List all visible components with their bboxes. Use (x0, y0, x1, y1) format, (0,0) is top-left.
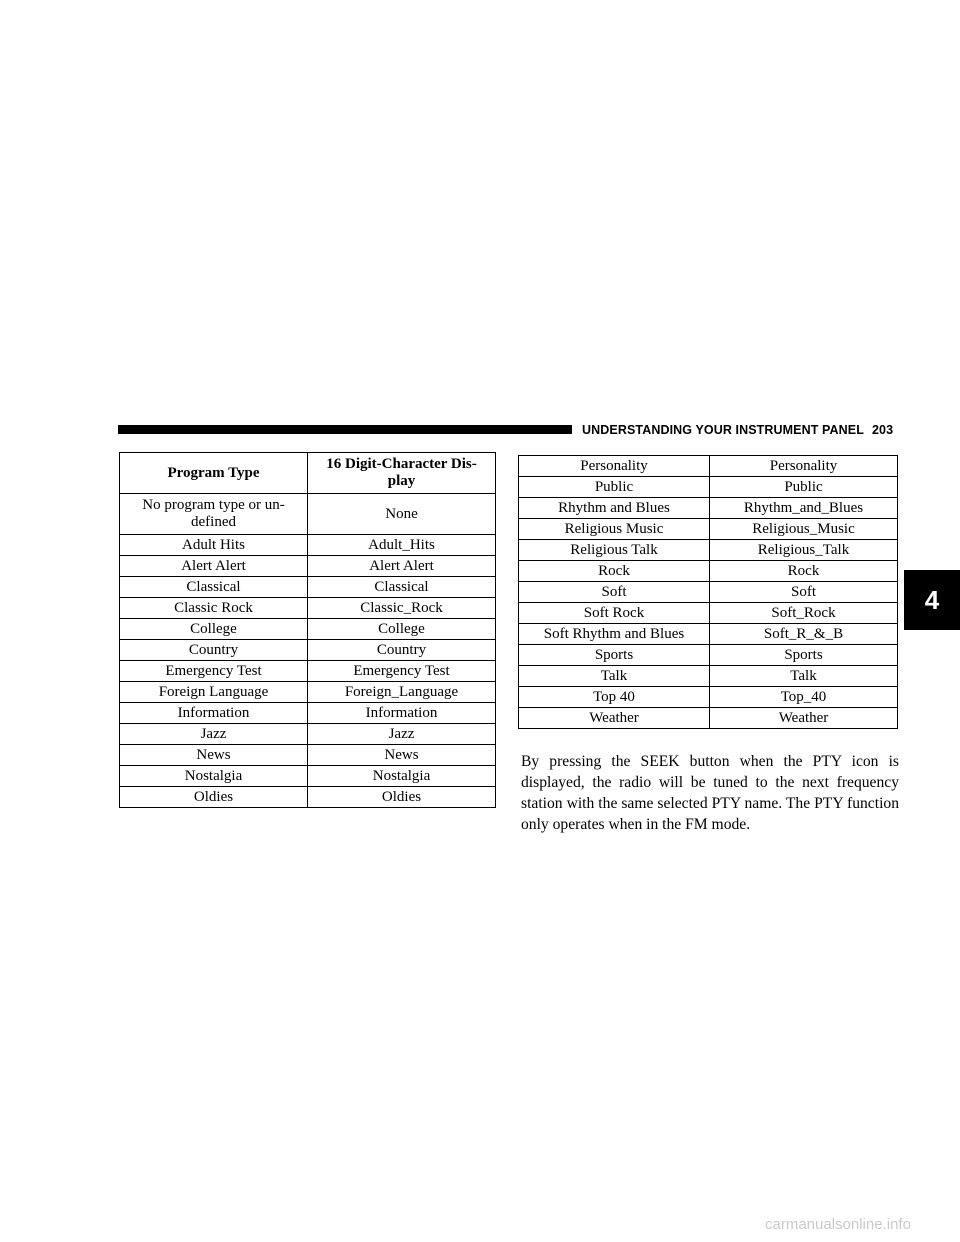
display-cell: Soft_Rock (710, 603, 898, 624)
table-row (120, 766, 496, 787)
display-cell: Soft_R_&_B (710, 624, 898, 645)
running-header (582, 421, 902, 439)
table-row (120, 619, 496, 640)
display-cell: Nostalgia (308, 766, 496, 787)
display-cell: Weather (710, 708, 898, 729)
table-row (519, 708, 898, 729)
table-row (120, 787, 496, 808)
display-cell: Classical (308, 577, 496, 598)
program-type-cell: Foreign Language (120, 682, 308, 703)
site-watermark: carmanualsonline.info (765, 1216, 911, 1233)
table-row (120, 535, 496, 556)
program-type-cell: Talk (519, 666, 710, 687)
program-type-cell: Public (519, 477, 710, 498)
program-type-cell: Adult Hits (120, 535, 308, 556)
program-type-cell: No program type or un- defined (120, 494, 308, 535)
program-type-cell: Personality (519, 456, 710, 477)
program-type-cell: Soft (519, 582, 710, 603)
table-row (519, 645, 898, 666)
program-type-cell: Religious Music (519, 519, 710, 540)
display-cell: Adult_Hits (308, 535, 496, 556)
table-header-row (120, 453, 496, 494)
table-row (519, 561, 898, 582)
program-type-cell: College (120, 619, 308, 640)
display-cell: Rock (710, 561, 898, 582)
program-type-cell: Rock (519, 561, 710, 582)
table-row (120, 682, 496, 703)
table-row (120, 556, 496, 577)
table-row (120, 661, 496, 682)
display-cell: Emergency Test (308, 661, 496, 682)
display-cell: Oldies (308, 787, 496, 808)
program-type-cell: Rhythm and Blues (519, 498, 710, 519)
chapter-tab: 4 (904, 570, 960, 630)
table-row (120, 745, 496, 766)
display-cell: College (308, 619, 496, 640)
header-rule (118, 425, 572, 434)
table-row (519, 477, 898, 498)
table-row (519, 666, 898, 687)
table-row (519, 498, 898, 519)
program-type-cell: Classical (120, 577, 308, 598)
program-type-cell: Information (120, 703, 308, 724)
display-cell: Foreign_Language (308, 682, 496, 703)
display-cell: Religious_Talk (710, 540, 898, 561)
program-type-cell: Classic Rock (120, 598, 308, 619)
table-row (519, 519, 898, 540)
display-cell: Top_40 (710, 687, 898, 708)
program-type-cell: Weather (519, 708, 710, 729)
program-type-cell: Nostalgia (120, 766, 308, 787)
table-row (120, 724, 496, 745)
pty-seek-paragraph: By pressing the SEEK button when the PTY icon is displayed, the radio will be tuned to the next frequency station with the same selected PTY name. The PTY function only operates when in the FM mode. (521, 752, 899, 833)
program-type-cell: Jazz (120, 724, 308, 745)
display-cell: Soft (710, 582, 898, 603)
table-row (120, 703, 496, 724)
display-cell: Information (308, 703, 496, 724)
program-type-cell: Alert Alert (120, 556, 308, 577)
display-cell: Alert Alert (308, 556, 496, 577)
display-cell: Country (308, 640, 496, 661)
display-cell: Religious_Music (710, 519, 898, 540)
display-cell: Rhythm_and_Blues (710, 498, 898, 519)
program-type-cell: Soft Rock (519, 603, 710, 624)
pty-table-right (518, 455, 898, 729)
table-row (120, 640, 496, 661)
display-cell: Talk (710, 666, 898, 687)
table-row (519, 687, 898, 708)
table-row (120, 577, 496, 598)
table-row (519, 456, 898, 477)
display-cell: News (308, 745, 496, 766)
program-type-cell: Top 40 (519, 687, 710, 708)
program-type-cell: News (120, 745, 308, 766)
display-cell: Sports (710, 645, 898, 666)
program-type-cell: Religious Talk (519, 540, 710, 561)
program-type-cell: Emergency Test (120, 661, 308, 682)
table-row (120, 598, 496, 619)
page-number: 203 (871, 423, 894, 437)
program-type-cell: Soft Rhythm and Blues (519, 624, 710, 645)
display-cell: Jazz (308, 724, 496, 745)
display-cell: Public (710, 477, 898, 498)
header-display: 16 Digit-Character Dis- play (308, 453, 496, 494)
program-type-cell: Sports (519, 645, 710, 666)
section-title: UNDERSTANDING YOUR INSTRUMENT PANEL (582, 423, 864, 437)
table-row (519, 582, 898, 603)
header-program-type: Program Type (120, 453, 308, 494)
display-cell: Personality (710, 456, 898, 477)
program-type-cell: Oldies (120, 787, 308, 808)
display-cell: Classic_Rock (308, 598, 496, 619)
pty-table-left (119, 452, 496, 808)
table-row (120, 494, 496, 535)
table-row (519, 624, 898, 645)
table-row (519, 540, 898, 561)
table-row (519, 603, 898, 624)
program-type-cell: Country (120, 640, 308, 661)
display-cell: None (308, 494, 496, 535)
